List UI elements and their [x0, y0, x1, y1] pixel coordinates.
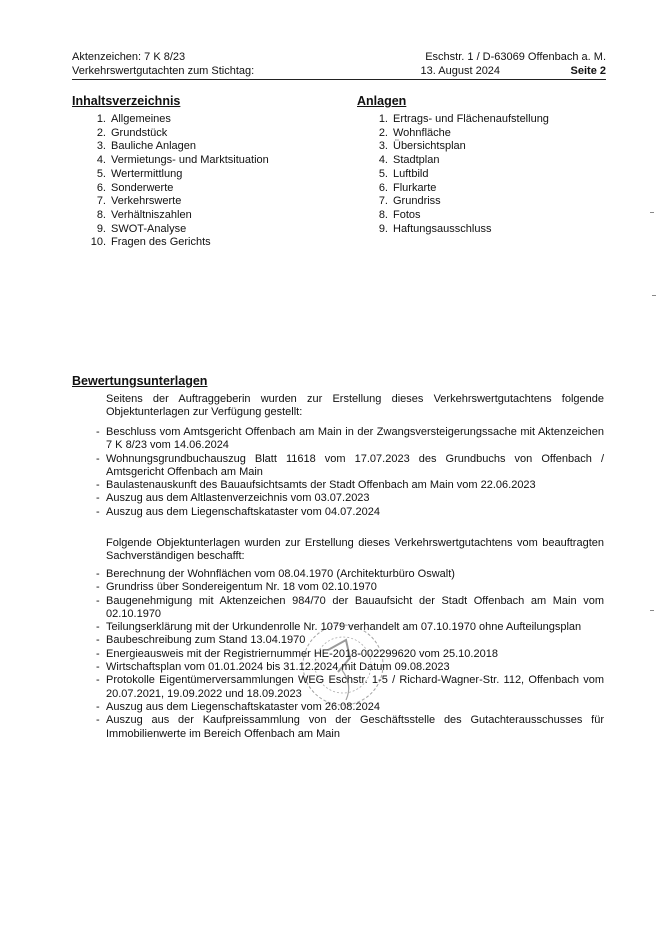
document-text: Protokolle Eigentümerversammlungen WEG Eschstr. 1-5 / Richard-Wagner-Str. 112, Offenbach vom 20.07.2021, 19.09.2022 und 18.09.2023: [106, 674, 604, 700]
item-label: Wohnfläche: [393, 126, 451, 139]
bewertung-intro-1: Seitens der Auftraggeberin wurden zur Erstellung dieses Verkehrswertgutachtens folgende Objektunterlagen zur Verfügung gestellt:: [106, 393, 604, 419]
item-number: 5.: [378, 167, 388, 180]
item-number: 6.: [96, 181, 106, 194]
list-item: [368, 154, 549, 168]
document-text: Grundriss über Sondereigentum Nr. 18 vom 02.10.1970: [106, 581, 377, 594]
list-item: [368, 168, 549, 182]
item-label: Übersichtsplan: [393, 140, 466, 153]
scan-mark: [650, 212, 654, 213]
item-label: Sonderwerte: [111, 181, 174, 194]
gutachten-label: Verkehrswertgutachten zum Stichtag:: [72, 65, 255, 77]
bullet-dash: -: [96, 426, 100, 438]
item-number: 1.: [96, 113, 106, 125]
list-item: [80, 209, 269, 223]
toc-heading: Inhaltsverzeichnis: [72, 94, 181, 108]
document-text: Energieausweis mit der Registriernummer HE-2018-002299620 vom 25.10.2018: [106, 647, 498, 660]
list-item: [368, 223, 549, 237]
item-number: 6.: [378, 181, 388, 194]
bullet-dash: -: [96, 505, 100, 518]
document-text: Beschluss vom Amtsgericht Offenbach am Main in der Zwangsversteigerungssache mit Aktenzeichen 7 K 8/23 vom 14.06.2024: [106, 426, 604, 452]
item-number: 3.: [96, 140, 106, 153]
bullet-dash: -: [96, 647, 100, 660]
list-item: [80, 168, 269, 182]
bullet-dash: -: [96, 479, 100, 492]
item-label: Grundriss: [393, 195, 441, 208]
bullet-dash: -: [96, 674, 100, 687]
list-item: [80, 223, 269, 237]
aktenzeichen: Aktenzeichen: 7 K 8/23: [72, 51, 186, 63]
bullet-dash: -: [96, 581, 100, 594]
document-text: Wirtschaftsplan vom 01.01.2024 bis 31.12.2024 mit Datum 09.08.2023: [106, 661, 450, 674]
item-number: 10.: [90, 236, 106, 249]
item-label: Haftungsausschluss: [393, 222, 492, 235]
item-label: Ertrags- und Flächenaufstellung: [393, 113, 549, 125]
item-label: Wertermittlung: [111, 167, 183, 180]
item-label: SWOT-Analyse: [111, 222, 187, 235]
item-number: 9.: [378, 222, 388, 235]
anlagen-heading: Anlagen: [357, 94, 407, 108]
item-label: Flurkarte: [393, 181, 437, 194]
item-number: 4.: [378, 154, 388, 167]
document-text: Auszug aus der Kaufpreissammlung von der Geschäftsstelle des Gutachterausschusses für Immobilienwerte im Bereich Offenbach am Main: [106, 714, 604, 740]
document-item: [96, 506, 604, 519]
page-header: [72, 50, 606, 80]
item-number: 2.: [378, 126, 388, 139]
scan-mark: [650, 610, 654, 611]
document-text: Baugenehmigung mit Aktenzeichen 984/70 der Bauaufsicht der Stadt Offenbach am Main vom 02.10.1970: [106, 594, 604, 620]
bewertung-heading: Bewertungsunterlagen: [72, 374, 208, 388]
list-item: [80, 236, 269, 250]
toc-list: [80, 113, 269, 250]
item-label: Fotos: [393, 208, 421, 221]
item-label: Luftbild: [393, 167, 429, 180]
bullet-dash: -: [96, 714, 100, 727]
document-item: [96, 492, 604, 505]
bullet-dash: -: [96, 661, 100, 674]
document-text: Baubeschreibung zum Stand 13.04.1970: [106, 634, 306, 647]
document-text: Teilungserklärung mit der Urkundenrolle Nr. 1079 verhandelt am 07.10.1970 ohne Aufteilungsplan: [106, 621, 582, 634]
list-item: [368, 140, 549, 154]
bullet-dash: -: [96, 621, 100, 634]
item-label: Verkehrswerte: [111, 195, 182, 208]
list-item: [368, 182, 549, 196]
document-item: [96, 426, 604, 453]
list-item: [368, 113, 549, 127]
bullet-dash: -: [96, 634, 100, 647]
document-item: [96, 453, 604, 480]
bullet-dash: -: [96, 452, 100, 465]
list-item: [80, 195, 269, 209]
scan-mark: [652, 295, 656, 296]
document-text: Berechnung der Wohnflächen vom 08.04.1970 (Architekturbüro Oswalt): [106, 568, 455, 580]
item-number: 7.: [378, 195, 388, 208]
item-label: Stadtplan: [393, 154, 440, 167]
item-number: 7.: [96, 195, 106, 208]
stichtag-date: 13. August 2024: [420, 65, 501, 77]
page-number: Seite 2: [570, 65, 606, 77]
document-text: Auszug aus dem Altlastenverzeichnis vom 03.07.2023: [106, 492, 370, 505]
list-item: [368, 195, 549, 209]
document-text: Wohnungsgrundbuchauszug Blatt 11618 vom 17.07.2023 des Grundbuchs von Offenbach / Amtsgericht Offenbach am Main: [106, 452, 604, 478]
bullet-dash: -: [96, 568, 100, 580]
list-item: [368, 127, 549, 141]
list-item: [80, 127, 269, 141]
item-label: Fragen des Gerichts: [111, 236, 211, 249]
item-label: Verhältniszahlen: [111, 208, 192, 221]
anlagen-list: [368, 113, 549, 236]
item-number: 9.: [96, 222, 106, 235]
list-item: [80, 140, 269, 154]
item-number: 3.: [378, 140, 388, 153]
item-number: 4.: [96, 154, 106, 167]
expert-address: Eschstr. 1 / D-63069 Offenbach a. M.: [425, 51, 606, 63]
item-number: 8.: [378, 208, 388, 221]
list-item: [80, 113, 269, 127]
document-text: Baulastenauskunft des Bauaufsichtsamts der Stadt Offenbach am Main vom 22.06.2023: [106, 479, 536, 492]
item-label: Bauliche Anlagen: [111, 140, 197, 153]
list-item: [80, 182, 269, 196]
list-item: [368, 209, 549, 223]
bullet-dash: -: [96, 492, 100, 505]
item-number: 5.: [96, 167, 106, 180]
item-number: 2.: [96, 126, 106, 139]
document-item: [96, 479, 604, 492]
bewertung-intro-2: Folgende Objektunterlagen wurden zur Erstellung dieses Verkehrswertgutachtens vom beauftragten Sachverständigen beschafft:: [106, 537, 604, 563]
bullet-dash: -: [96, 594, 100, 607]
document-item: [96, 568, 604, 581]
document-text: Auszug aus dem Liegenschaftskataster vom 26.08.2024: [106, 700, 380, 713]
item-number: 8.: [96, 208, 106, 221]
item-number: 1.: [378, 113, 388, 125]
bullet-dash: -: [96, 700, 100, 713]
provided-documents-list: [96, 426, 604, 519]
document-text: Auszug aus dem Liegenschaftskataster vom 04.07.2024: [106, 505, 380, 518]
document-item: [96, 581, 604, 594]
item-label: Grundstück: [111, 126, 168, 139]
item-label: Allgemeines: [111, 113, 171, 125]
item-label: Vermietungs- und Marktsituation: [111, 154, 269, 167]
list-item: [80, 154, 269, 168]
official-stamp-image: [298, 610, 388, 720]
